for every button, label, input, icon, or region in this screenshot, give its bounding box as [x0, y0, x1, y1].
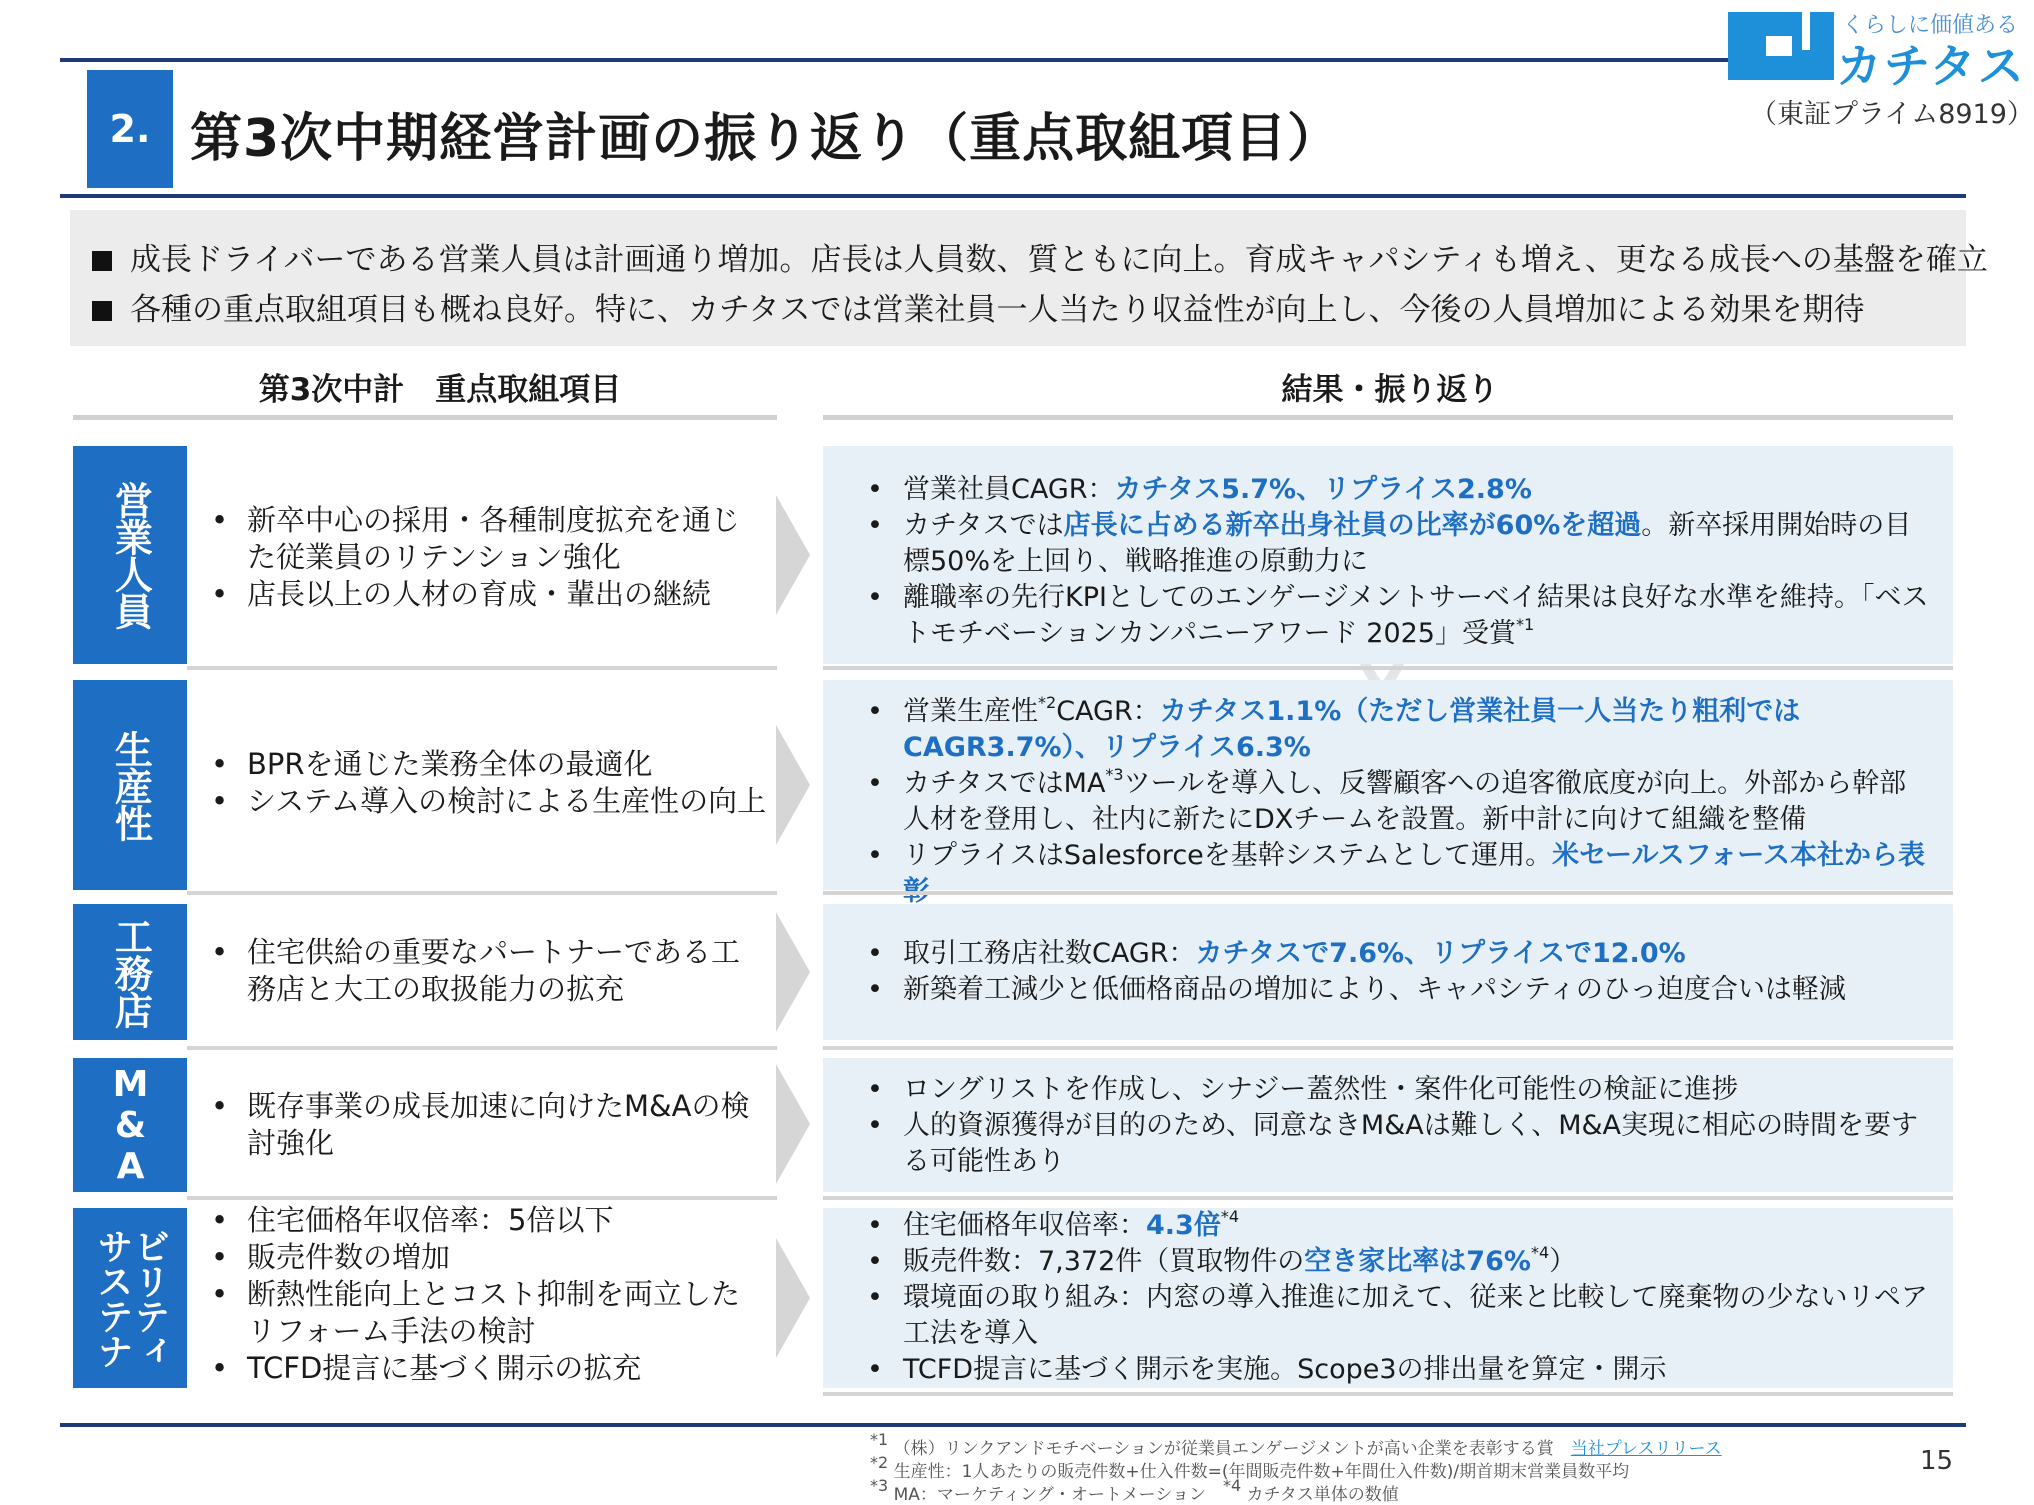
category-sales-staff: 営業人員 — [73, 446, 187, 664]
logo-tagline: くらしに価値ある — [1842, 13, 2019, 38]
focus-item: • 販売件数の増加 — [209, 1239, 767, 1276]
left-column-header: 第3次中計 重点取組項目 — [258, 372, 622, 408]
square-bullet-icon — [92, 301, 112, 321]
summary-line-2: 各種の重点取組項目も概ね良好。特に、カチタスでは営業社員一人当たり収益性が向上し、今後の人員増加による効果を期待 — [92, 284, 1864, 329]
focus-item: • システム導入の検討による生産性の向上 — [209, 783, 767, 820]
focus-items-sustainability — [187, 1200, 777, 1390]
ticker-label: （東証プライム8919） — [1750, 99, 2034, 130]
company-logo-icon — [1728, 12, 1834, 80]
result-item: • カチタスでは店長に占める新卒出身社員の比率が60%を超過。新卒採用開始時の目標50%を上回り、戦略推進の原動力に — [865, 508, 1933, 580]
chevron-right-icon — [776, 1238, 810, 1358]
chevron-right-icon — [776, 912, 810, 1032]
top-rule — [60, 58, 1740, 62]
result-item: • ロングリストを作成し、シナジー蓋然性・案件化可能性の検証に進捗 — [865, 1072, 1933, 1108]
title-rule — [60, 194, 1966, 198]
press-release-link[interactable]: 当社プレスリリース — [1570, 1439, 1722, 1459]
focus-item: • TCFD提言に基づく開示の拡充 — [209, 1350, 767, 1387]
bottom-rule — [60, 1423, 1966, 1427]
right-header-rule — [823, 415, 1953, 420]
results-m-and-a — [823, 1058, 1953, 1192]
result-item: • 取引工務店社数CAGR：カチタスで7.6%、リプライスで12.0% — [865, 936, 1933, 972]
focus-item: • 住宅供給の重要なパートナーである工務店と大工の取扱能力の拡充 — [209, 934, 767, 1008]
result-item: • カチタスではMA$^{*3}$ツールを導入し、反響顧客への追客徹底度が向上。外部から幹部人材を登用し、社内に新たにDXチームを設置。新中計に向けて組織を整備 — [865, 766, 1933, 838]
page-number: 15 — [1920, 1446, 1954, 1476]
row-divider — [187, 891, 777, 895]
focus-item: • 住宅価格年収倍率：5倍以下 — [209, 1202, 767, 1239]
category-productivity: 生産性 — [73, 680, 187, 890]
focus-item: • 店長以上の人材の育成・輩出の継続 — [209, 576, 767, 613]
focus-items-productivity — [187, 680, 777, 890]
page-title: 第3次中期経営計画の振り返り（重点取組項目） — [190, 109, 1341, 169]
footnote-1: $^{*1}$ （株）リンクアンドモチベーションが従業員エンゲージメントが高い企業を表彰する賞 当社プレスリリース — [870, 1430, 1722, 1459]
result-item: • リプライスはSalesforceを基幹システムとして運用。米セールスフォース本社から表彰 — [865, 838, 1933, 910]
result-item: • 離職率の先行KPIとしてのエンゲージメントサーベイ結果は良好な水準を維持。「ベストモチベーションカンパニーアワード 2025」受賞$^{*1}$ — [865, 580, 1933, 652]
row-divider — [823, 1196, 1953, 1200]
result-item: • 新築着工減少と低価格商品の増加により、キャパシティのひっ迫度合いは軽減 — [865, 972, 1933, 1008]
row-divider — [823, 1392, 1953, 1396]
focus-items-sales-staff — [187, 446, 777, 664]
square-bullet-icon — [92, 251, 112, 271]
results-sustainability — [823, 1208, 1953, 1388]
section-number: 2. — [87, 70, 173, 188]
results-sales-staff — [823, 446, 1953, 664]
footnote-2: $^{*2}$ 生産性：1人あたりの販売件数+仕入件数=(年間販売件数+年間仕入件数)/期首期末営業員数平均 — [870, 1453, 1630, 1482]
focus-item: • 新卒中心の採用・各種制度拡充を通じた従業員のリテンション強化 — [209, 502, 767, 576]
category-m-and-a: M&A — [73, 1058, 187, 1192]
result-item: • 人的資源獲得が目的のため、同意なきM&Aは難しく、M&A実現に相応の時間を要する可能性あり — [865, 1108, 1933, 1180]
result-item: • 営業生産性$^{*2}$CAGR：カチタス1.1%（ただし営業社員一人当たり粗利ではCAGR3.7%）、リプライス6.3% — [865, 694, 1933, 766]
focus-item: • BPRを通じた業務全体の最適化 — [209, 746, 767, 783]
results-builders — [823, 904, 1953, 1040]
chevron-right-icon — [776, 1064, 810, 1184]
row-divider — [823, 891, 1953, 895]
focus-item: • 既存事業の成長加速に向けたM&Aの検討強化 — [209, 1088, 767, 1162]
row-divider — [823, 666, 1953, 670]
left-header-rule — [73, 415, 777, 420]
focus-items-builders — [187, 904, 777, 1040]
summary-line-1: 成長ドライバーである営業人員は計画通り増加。店長は人員数、質ともに向上。育成キャパシティも増え、更なる成長への基盤を確立 — [92, 234, 1988, 279]
right-column-header: 結果・振り返り — [1281, 372, 1499, 408]
result-item: • 環境面の取り組み：内窓の導入推進に加えて、従来と比較して廃棄物の少ないリペア工法を導入 — [865, 1280, 1933, 1352]
category-builders: 工務店 — [73, 904, 187, 1040]
result-item: • 販売件数：7,372件（買取物件の空き家比率は76%$^{*4}$） — [865, 1244, 1933, 1280]
logo-name: カチタス — [1836, 39, 2026, 93]
focus-items-m-and-a — [187, 1058, 777, 1192]
category-sustainability: サステナ ビリティ — [73, 1208, 187, 1388]
row-divider — [187, 666, 777, 670]
focus-item: • 断熱性能向上とコスト抑制を両立したリフォーム手法の検討 — [209, 1276, 767, 1350]
results-productivity — [823, 680, 1953, 907]
row-divider — [823, 1046, 1953, 1050]
result-item: • 営業社員CAGR：カチタス5.7%、リプライス2.8% — [865, 472, 1933, 508]
chevron-right-icon — [776, 725, 810, 845]
chevron-right-icon — [776, 495, 810, 615]
summary-box — [70, 210, 1988, 346]
footnote-3: $^{*3}$ MA：マーケティング・オートメーション $^{*4}$ カチタス単体の数値 — [870, 1476, 1399, 1505]
result-item: • 住宅価格年収倍率：4.3倍$^{*4}$ — [865, 1208, 1933, 1244]
row-divider — [187, 1046, 777, 1050]
result-item: • TCFD提言に基づく開示を実施。Scope3の排出量を算定・開示 — [865, 1352, 1933, 1388]
